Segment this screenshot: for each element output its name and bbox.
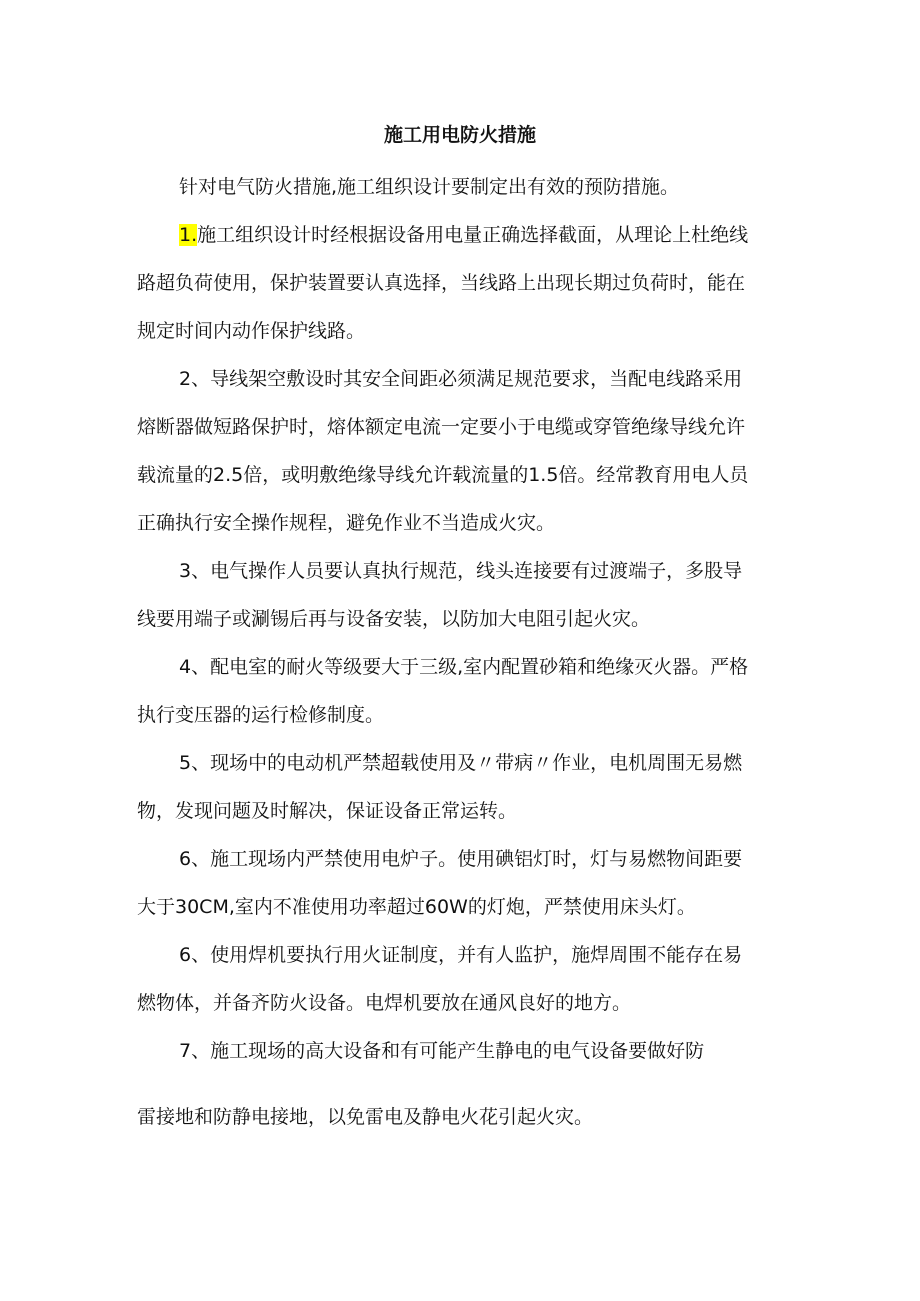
highlighted-number: 1. [179, 224, 198, 246]
paragraph-6a-line-2: 大于30CM,室内不准使用功率超过60W的灯炮，严禁使用床头灯。 [137, 896, 696, 918]
paragraph-6a-line-1: 6、施工现场内严禁使用电炉子。使用碘铝灯时，灯与易燃物间距要 [179, 848, 743, 870]
paragraph-3-line-2: 线要用端子或涮锡后再与设备安装，以防加大电阻引起火灾。 [137, 608, 651, 630]
paragraph-4-line-1: 4、配电室的耐火等级要大于三级,室内配置砂箱和绝缘灭火器。严格 [179, 656, 749, 678]
paragraph-3-line-1: 3、电气操作人员要认真执行规范，线头连接要有过渡端子，多股导 [179, 560, 743, 582]
paragraph-1-line-2: 路超负荷使用，保护装置要认真选择，当线路上出现长期过负荷时，能在 [137, 272, 746, 294]
paragraph-4-line-2: 执行变压器的运行检修制度。 [137, 704, 385, 726]
paragraph-2-line-1: 2、导线架空敷设时其安全间距必须满足规范要求，当配电线路采用 [179, 368, 743, 390]
paragraph-6b-line-2: 燃物体，并备齐防火设备。电焊机要放在通风良好的地方。 [137, 992, 632, 1014]
paragraph-6b-line-1: 6、使用焊机要执行用火证制度，并有人监护，施焊周围不能存在易 [179, 944, 743, 966]
paragraph-5-line-1: 5、现场中的电动机严禁超载使用及〃带病〃作业，电机周围无易燃 [179, 752, 743, 774]
document-body [137, 163, 787, 1075]
paragraph-2-line-4: 正确执行安全操作规程，避免作业不当造成火灾。 [137, 512, 556, 534]
intro-paragraph: 针对电气防火措施,施工组织设计要制定出有效的预防措施。 [179, 176, 680, 198]
paragraph-2-line-2: 熔断器做短路保护时，熔体额定电流一定要小于电缆或穿管绝缘导线允许 [137, 416, 746, 438]
page-title: 施工用电防火措施 [383, 124, 536, 146]
paragraph-1-text: 施工组织设计时经根据设备用电量正确选择截面，从理论上杜绝线 [197, 224, 749, 246]
paragraph-5-line-2: 物，发现问题及时解决，保证设备正常运转。 [137, 800, 518, 822]
paragraph-7-line-2: 雷接地和防静电接地，以免雷电及静电火花引起火灾。 [137, 1106, 594, 1128]
paragraph-1-line-1 [137, 211, 787, 259]
paragraph-2-line-3: 载流量的2.5倍，或明敷绝缘导线允许载流量的1.5倍。经常教育用电人员 [137, 464, 749, 486]
paragraph-1-line-3: 规定时间内动作保护线路。 [137, 320, 366, 342]
document-body-tail [137, 1093, 787, 1141]
paragraph-7-line-1: 7、施工现场的高大设备和有可能产生静电的电气设备要做好防 [179, 1040, 705, 1062]
